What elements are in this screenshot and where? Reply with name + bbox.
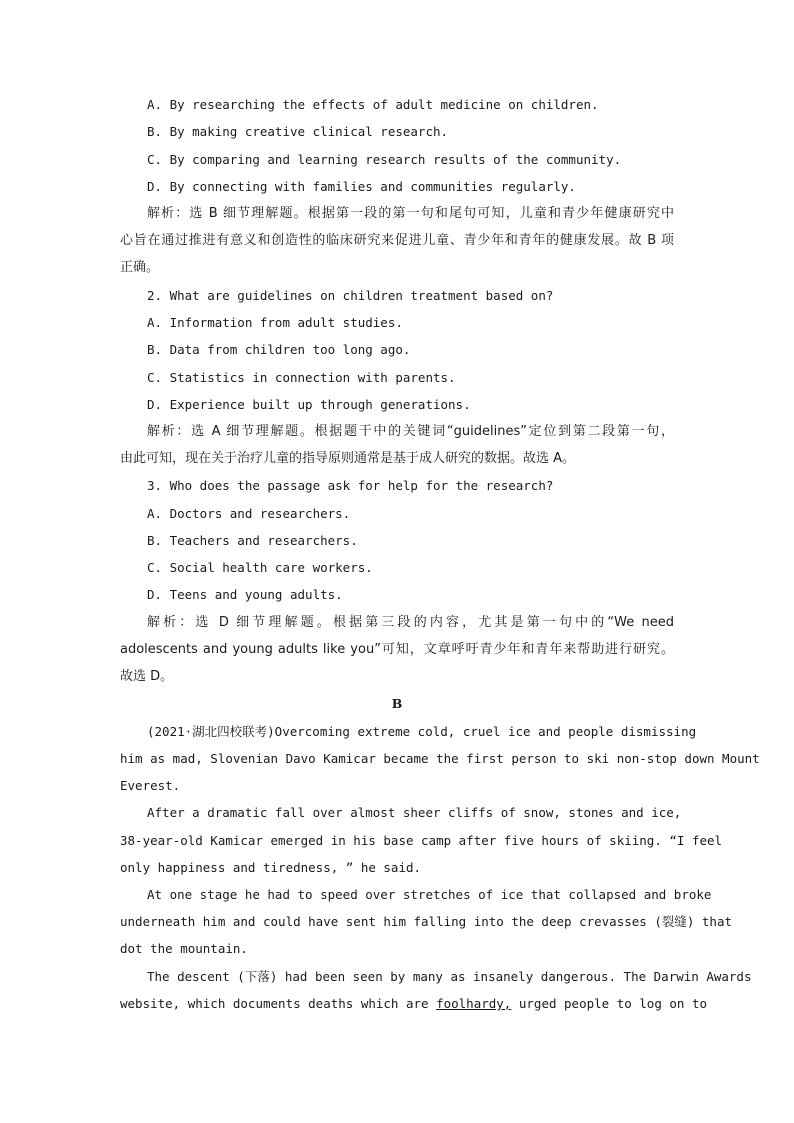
passage-b-p4-line-1: The descent (下落) had been seen by many as insanely dangerous. The Darwin Awards (147, 969, 752, 984)
q1-option-b: B. By making creative clinical research. (147, 124, 449, 139)
passage-b-p2-line-2: 38-year-old Kamicar emerged in his base camp after five hours of skiing. “I feel (120, 833, 723, 848)
q2-option-b: B. Data from children too long ago. (147, 342, 411, 357)
q3-option-c: C. Social health care workers. (147, 560, 373, 575)
q3-option-b: B. Teachers and researchers. (147, 533, 358, 548)
q2-analysis-line-2: 由此可知，现在关于治疗儿童的指导原则通常是基于成人研究的数据。故选 A。 (120, 451, 576, 466)
passage-b-p1-line-3: Everest. (120, 778, 181, 793)
passage-b-p2-line-3: only happiness and tiredness, ” he said. (120, 860, 422, 875)
q3-question: 3. Who does the passage ask for help for the research? (147, 478, 554, 493)
section-b-heading: B (391, 696, 403, 711)
q2-question: 2. What are guidelines on children treatment based on? (147, 288, 554, 303)
passage-b-p1-line-2: him as mad, Slovenian Davo Kamicar became the first person to ski non-stop down Mount (120, 751, 760, 766)
q2-option-d: D. Experience built up through generations. (147, 397, 471, 412)
q1-analysis-line-1: 解析：选 B 细节理解题。根据第一段的第一句和尾句可知，儿童和青少年健康研究中 (147, 206, 674, 221)
q2-option-a: A. Information from adult studies. (147, 315, 403, 330)
q2-analysis-line-1: 解析：选 A 细节理解题。根据题干中的关键词“guidelines”定位到第二段第一句， (147, 424, 674, 439)
passage-b-p4-line-2-end: urged people to log on to (511, 996, 708, 1011)
q1-analysis-line-2: 心旨在通过推进有意义和创造性的临床研究来促进儿童、青少年和青年的健康发展。故 B 项 (120, 233, 674, 248)
passage-b-p1-line-1: (2021·湖北四校联考)Overcoming extreme cold, cruel ice and people dismissing (147, 724, 697, 739)
q3-analysis-line-1: 解析：选 D 细节理解题。根据第三段的内容，尤其是第一句中的“We need (147, 615, 674, 630)
passage-b-p3-line-1: At one stage he had to speed over stretches of ice that collapsed and broke (147, 887, 712, 902)
passage-b-p3-line-2: underneath him and could have sent him falling into the deep crevasses (裂缝) that (120, 914, 732, 929)
passage-b-p3-line-3: dot the mountain. (120, 941, 248, 956)
q1-option-a: A. By researching the effects of adult medicine on children. (147, 97, 599, 112)
passage-b-p2-line-1: After a dramatic fall over almost sheer cliffs of snow, stones and ice, (147, 805, 682, 820)
passage-b-p4-line-2 (120, 995, 708, 1013)
q1-option-c: C. By comparing and learning research results of the community. (147, 152, 622, 167)
underlined-word-foolhardy: foolhardy, (436, 996, 512, 1011)
q2-option-c: C. Statistics in connection with parents. (147, 370, 456, 385)
passage-b-p4-line-2-start: website, which documents deaths which are (120, 996, 437, 1011)
q1-option-d: D. By connecting with families and communities regularly. (147, 179, 576, 194)
q3-option-d: D. Teens and young adults. (147, 587, 343, 602)
q3-analysis-line-3: 故选 D。 (120, 669, 174, 684)
q1-analysis-line-3: 正确。 (120, 260, 160, 275)
q3-analysis-line-2: adolescents and young adults like you”可知，文章呼吁青少年和青年来帮助进行研究。 (120, 642, 674, 657)
q3-option-a: A. Doctors and researchers. (147, 506, 351, 521)
